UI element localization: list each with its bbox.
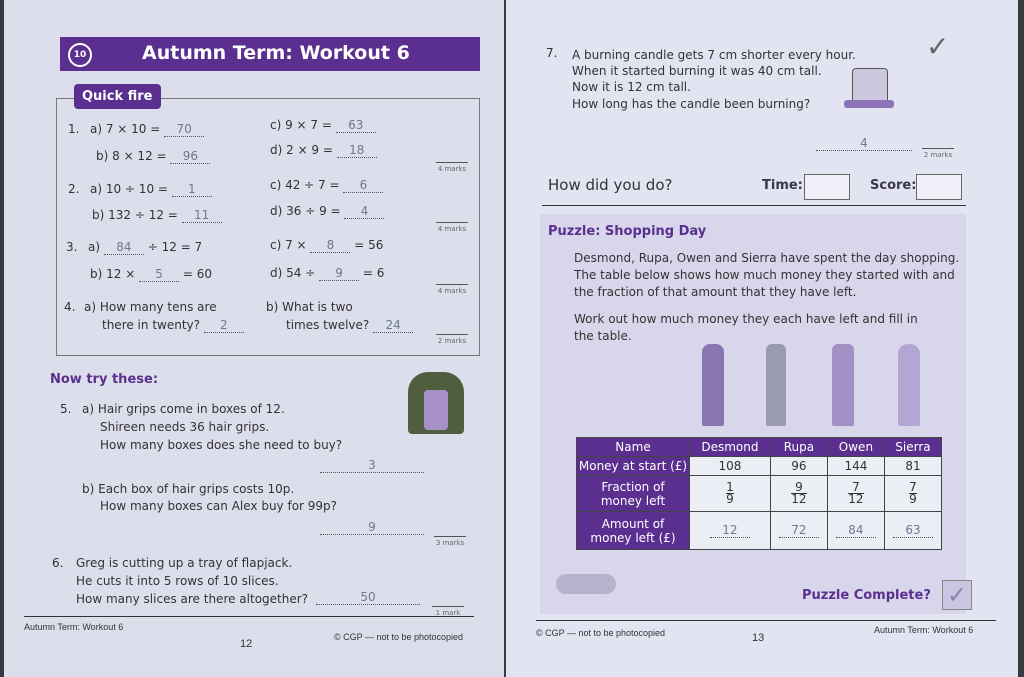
copyright: © CGP — not to be photocopied bbox=[334, 632, 464, 642]
q1d-text: d) 2 × 9 = bbox=[270, 143, 333, 157]
fraction-sierra: $\frac{7}{9}$ bbox=[884, 476, 941, 512]
q5a-line1: a) Hair grips come in boxes of 12. bbox=[82, 402, 285, 416]
q3a-rest: ÷ 12 = 7 bbox=[147, 240, 203, 254]
score-box[interactable] bbox=[916, 174, 962, 200]
q2a bbox=[90, 182, 212, 197]
q3a-text: a) bbox=[88, 240, 101, 254]
time-box[interactable] bbox=[804, 174, 850, 200]
q4a-line2: there in twenty? bbox=[102, 318, 200, 332]
row-money-start-label: Money at start (£) bbox=[577, 457, 690, 476]
q7-line2: When it started burning it was 40 cm tall. bbox=[572, 64, 822, 78]
puzzle-text-3: the fraction of that amount that they have left. bbox=[574, 285, 857, 299]
start-sierra: 81 bbox=[884, 457, 941, 476]
q3d-text: d) 54 ÷ bbox=[270, 266, 316, 280]
q5-number: 5. bbox=[60, 402, 72, 416]
q1b bbox=[96, 149, 210, 164]
quick-fire-label: Quick fire bbox=[74, 84, 161, 109]
q1-marks: 4 marks bbox=[436, 162, 468, 173]
header-desmond: Desmond bbox=[690, 438, 771, 457]
q4a-line1: a) How many tens are bbox=[84, 300, 217, 314]
q6-answer[interactable]: 50 bbox=[316, 590, 420, 605]
q7-line1: A burning candle gets 7 cm shorter every hour. bbox=[572, 48, 856, 62]
q2c bbox=[270, 178, 383, 193]
girl-illustration bbox=[408, 372, 464, 434]
q3c-answer[interactable]: 8 bbox=[310, 238, 350, 253]
q1c bbox=[270, 118, 376, 133]
start-rupa: 96 bbox=[770, 457, 827, 476]
q1c-answer[interactable]: 63 bbox=[336, 118, 376, 133]
q2a-text: a) 10 ÷ 10 = bbox=[90, 182, 168, 196]
q2c-answer[interactable]: 6 bbox=[343, 178, 383, 193]
q1-number: 1. bbox=[68, 122, 80, 136]
q5a-line3: How many boxes does she need to buy? bbox=[100, 438, 343, 452]
q1a-answer[interactable]: 70 bbox=[164, 122, 204, 137]
left-page bbox=[4, 0, 504, 677]
q3b-rest: = 60 bbox=[182, 267, 213, 281]
purse-coins-illustration bbox=[556, 574, 616, 594]
q2b-text: b) 132 ÷ 12 = bbox=[92, 208, 178, 222]
owen-illustration bbox=[832, 344, 854, 426]
time-label: Time: bbox=[762, 178, 803, 193]
copyright: © CGP — not to be photocopied bbox=[536, 628, 666, 638]
row-amount-left-label bbox=[577, 512, 690, 550]
q3-marks: 4 marks bbox=[436, 284, 468, 295]
start-owen: 144 bbox=[827, 457, 884, 476]
score-label: Score: bbox=[870, 178, 917, 193]
header-name: Name bbox=[577, 438, 690, 457]
q3d bbox=[270, 266, 384, 281]
footer-title: Autumn Term: Workout 6 bbox=[874, 625, 974, 635]
q1a bbox=[90, 122, 204, 137]
left-owen[interactable]: 84 bbox=[836, 523, 876, 538]
q3b-text: b) 12 × bbox=[90, 267, 136, 281]
q4-marks: 2 marks bbox=[436, 334, 468, 345]
puzzle-text-4: Work out how much money they each have left and fill in bbox=[574, 312, 918, 326]
header-sierra: Sierra bbox=[884, 438, 941, 457]
stopwatch-icon: 10 bbox=[68, 43, 92, 67]
q3a bbox=[88, 240, 202, 255]
q2a-answer[interactable]: 1 bbox=[172, 182, 212, 197]
q5-marks: 3 marks bbox=[434, 536, 466, 547]
q3a-answer[interactable]: 84 bbox=[104, 240, 144, 255]
fraction-owen: $\frac{7}{12}$ bbox=[827, 476, 884, 512]
q2d bbox=[270, 204, 384, 219]
q2-marks: 4 marks bbox=[436, 222, 468, 233]
footer-divider bbox=[24, 616, 474, 617]
title-banner bbox=[60, 37, 480, 71]
q1d bbox=[270, 143, 377, 158]
puzzle-text-5: the table. bbox=[574, 329, 632, 343]
q3c-rest: = 56 bbox=[354, 238, 384, 252]
candle-illustration bbox=[852, 68, 888, 102]
q3c bbox=[270, 238, 383, 253]
left-desmond[interactable]: 12 bbox=[710, 523, 750, 538]
footer-title: Autumn Term: Workout 6 bbox=[24, 622, 124, 632]
q4-number: 4. bbox=[64, 300, 76, 314]
q4b-line2: times twelve? bbox=[286, 318, 370, 332]
left-sierra[interactable]: 63 bbox=[893, 523, 933, 538]
q7-number: 7. bbox=[546, 46, 558, 60]
q3d-answer[interactable]: 9 bbox=[319, 266, 359, 281]
page-title: Autumn Term: Workout 6 bbox=[142, 42, 410, 64]
puzzle-text-1: Desmond, Rupa, Owen and Sierra have spent the day shopping. bbox=[574, 251, 960, 265]
desmond-illustration bbox=[702, 344, 724, 426]
tick-mark-icon: ✓ bbox=[926, 30, 950, 63]
q3b-answer[interactable]: 5 bbox=[139, 267, 179, 282]
sierra-illustration bbox=[898, 344, 920, 426]
q5b-answer[interactable]: 9 bbox=[320, 520, 424, 535]
q1a-text: a) 7 × 10 = bbox=[90, 122, 161, 136]
q6-line2: He cuts it into 5 rows of 10 slices. bbox=[76, 574, 279, 588]
amount-label-1: Amount of bbox=[601, 516, 665, 531]
puzzle-text-2: The table below shows how much money they started with and bbox=[574, 268, 955, 282]
puzzle-title: Puzzle: Shopping Day bbox=[548, 224, 707, 239]
fraction-label-2: money left bbox=[600, 493, 666, 508]
now-try-heading: Now try these: bbox=[50, 372, 159, 387]
rupa-illustration bbox=[766, 344, 786, 426]
q4b-answer[interactable]: 24 bbox=[373, 318, 413, 333]
q2-number: 2. bbox=[68, 182, 80, 196]
q2b-answer[interactable]: 11 bbox=[182, 208, 222, 223]
q1d-answer[interactable]: 18 bbox=[337, 143, 377, 158]
how-did-you-do: How did you do? bbox=[548, 176, 673, 194]
q3d-rest: = 6 bbox=[362, 266, 385, 280]
header-rupa: Rupa bbox=[770, 438, 827, 457]
candle-base bbox=[844, 100, 894, 108]
header-owen: Owen bbox=[827, 438, 884, 457]
q5a-line2: Shireen needs 36 hair grips. bbox=[100, 420, 270, 434]
q1b-answer[interactable]: 96 bbox=[170, 149, 210, 164]
q5b-line1: b) Each box of hair grips costs 10p. bbox=[82, 482, 295, 496]
q6-line3: How many slices are there altogether? bbox=[76, 592, 309, 606]
q5a-answer[interactable]: 3 bbox=[320, 458, 424, 473]
left-rupa[interactable]: 72 bbox=[779, 523, 819, 538]
page-number: 12 bbox=[240, 638, 253, 650]
q2d-answer[interactable]: 4 bbox=[344, 204, 384, 219]
q4b-line1: b) What is two bbox=[266, 300, 353, 314]
q4a bbox=[102, 318, 244, 333]
q6-line1: Greg is cutting up a tray of flapjack. bbox=[76, 556, 293, 570]
q3-number: 3. bbox=[66, 240, 78, 254]
shopping-table bbox=[576, 437, 942, 550]
fraction-rupa: $\frac{9}{12}$ bbox=[770, 476, 827, 512]
q7-answer[interactable]: 4 bbox=[816, 136, 912, 151]
q4a-answer[interactable]: 2 bbox=[204, 318, 244, 333]
puzzle-complete-label: Puzzle Complete? bbox=[802, 588, 931, 603]
divider bbox=[542, 205, 966, 206]
q2b bbox=[92, 208, 222, 223]
fraction-desmond: $\frac{1}{9}$ bbox=[690, 476, 771, 512]
amount-label-2: money left (£) bbox=[590, 530, 676, 545]
q5b-line2: How many boxes can Alex buy for 99p? bbox=[100, 499, 338, 513]
q4b bbox=[286, 318, 413, 333]
start-desmond: 108 bbox=[690, 457, 771, 476]
q7-line3: Now it is 12 cm tall. bbox=[572, 80, 691, 94]
q3b bbox=[90, 267, 212, 282]
q7-marks: 2 marks bbox=[922, 148, 954, 159]
q1b-text: b) 8 × 12 = bbox=[96, 149, 167, 163]
q6-marks: 1 mark bbox=[432, 606, 464, 617]
right-page bbox=[506, 0, 1018, 677]
q2d-text: d) 36 ÷ 9 = bbox=[270, 204, 341, 218]
q2c-text: c) 42 ÷ 7 = bbox=[270, 178, 340, 192]
q1c-text: c) 9 × 7 = bbox=[270, 118, 332, 132]
q3c-text: c) 7 × bbox=[270, 238, 307, 252]
q7-line4: How long has the candle been burning? bbox=[572, 97, 811, 111]
fraction-label-1: Fraction of bbox=[601, 479, 665, 494]
page-number: 13 bbox=[752, 632, 765, 644]
row-fraction-label bbox=[577, 476, 690, 512]
footer-divider bbox=[536, 620, 996, 621]
q6-number: 6. bbox=[52, 556, 64, 570]
puzzle-complete-checkbox[interactable]: ✓ bbox=[942, 580, 972, 610]
